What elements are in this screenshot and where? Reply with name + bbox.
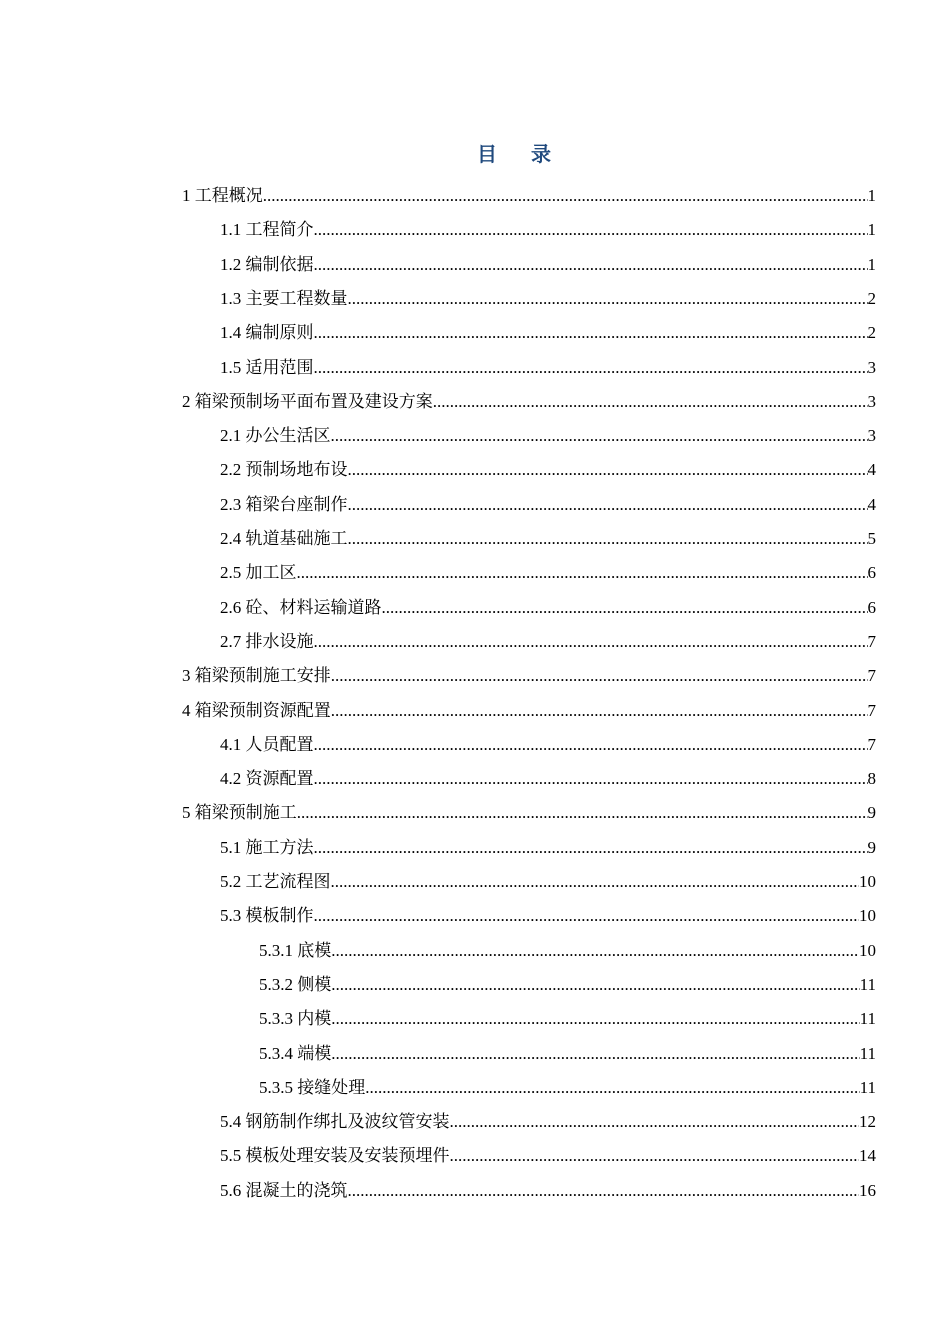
toc-entry-page-number: 1 — [867, 186, 876, 205]
toc-dot-leader — [348, 282, 868, 316]
toc-entry-label: 3 箱梁预制施工安排 — [182, 666, 331, 686]
toc-entry-page-number: 3 — [867, 426, 876, 446]
toc-entry-page-number: 9 — [867, 803, 876, 823]
toc-entry-label: 5.1 施工方法 — [220, 837, 314, 857]
toc-title: 目录 — [477, 142, 585, 166]
toc-dot-leader — [331, 659, 868, 693]
toc-entry[interactable] — [259, 1037, 876, 1071]
toc-entry-label: 2.5 加工区 — [220, 563, 297, 583]
toc-entry-page-number: 3 — [867, 357, 876, 377]
toc-dot-leader — [331, 968, 859, 1002]
toc-entry[interactable] — [220, 453, 876, 487]
toc-entry-page-number: 8 — [867, 769, 876, 789]
toc-dot-leader — [314, 213, 868, 247]
toc-entry-label: 5.4 钢筋制作绑扎及波纹管安装 — [220, 1112, 450, 1132]
toc-entry-page-number: 1 — [867, 220, 876, 240]
toc-dot-leader — [433, 385, 868, 419]
toc-entry-page-number: 6 — [867, 597, 876, 617]
toc-entry-label: 5.3.3 内模 — [259, 1009, 332, 1029]
toc-entry-page-number: 3 — [867, 391, 876, 411]
toc-entry[interactable] — [220, 488, 876, 522]
toc-entry[interactable] — [220, 419, 876, 453]
toc-entry[interactable] — [259, 934, 876, 968]
toc-entry-page-number: 7 — [867, 734, 876, 754]
toc-dot-leader — [450, 1105, 860, 1139]
toc-entry-label: 2.1 办公生活区 — [220, 426, 331, 446]
toc-entry[interactable] — [182, 385, 876, 419]
toc-dot-leader — [263, 179, 868, 213]
toc-entry[interactable] — [220, 1139, 876, 1173]
toc-entry-label: 4.2 资源配置 — [220, 769, 314, 789]
toc-entry-label: 5.3.2 侧模 — [259, 974, 332, 994]
toc-entry-label: 1.3 主要工程数量 — [220, 288, 348, 308]
toc-entry-label: 1 工程概况 — [182, 186, 263, 205]
toc-entry-label: 4 箱梁预制资源配置 — [182, 700, 331, 720]
toc-dot-leader — [348, 453, 868, 487]
toc-entry-label: 2.7 排水设施 — [220, 631, 314, 651]
toc-entry[interactable] — [220, 625, 876, 659]
toc-entry[interactable] — [220, 248, 876, 282]
toc-entry[interactable] — [220, 1105, 876, 1139]
toc-entry[interactable] — [182, 179, 876, 213]
toc-dot-leader — [382, 591, 868, 625]
toc-dot-leader — [314, 316, 868, 350]
toc-entry[interactable] — [220, 522, 876, 556]
toc-entry-page-number: 16 — [859, 1180, 876, 1200]
toc-entry-page-number: 14 — [859, 1146, 876, 1166]
toc-entry-page-number: 9 — [867, 837, 876, 857]
toc-entry-label: 2.4 轨道基础施工 — [220, 529, 348, 548]
toc-entry[interactable] — [259, 968, 876, 1002]
toc-entry[interactable] — [220, 213, 876, 247]
toc-entry-page-number: 10 — [859, 940, 876, 960]
toc-entry[interactable] — [182, 796, 876, 830]
toc-dot-leader — [348, 1174, 860, 1208]
toc-entry-page-number: 11 — [859, 974, 876, 994]
toc-entry-page-number: 6 — [867, 563, 876, 583]
toc-entry-page-number: 7 — [867, 700, 876, 720]
toc-entry-label: 2 箱梁预制场平面布置及建设方案 — [182, 391, 433, 411]
toc-entry[interactable] — [220, 899, 876, 933]
toc-entry[interactable] — [259, 1002, 876, 1036]
toc-dot-leader — [348, 522, 868, 556]
toc-entry-label: 5.3.4 端模 — [259, 1043, 332, 1063]
toc-entry-page-number: 11 — [859, 1077, 876, 1097]
toc-entry-page-number: 2 — [867, 323, 876, 343]
toc-entry-label: 5.2 工艺流程图 — [220, 872, 331, 891]
toc-entry-label: 5.3.1 底模 — [259, 940, 332, 960]
toc-entry[interactable] — [182, 694, 876, 728]
toc-entry-page-number: 4 — [867, 494, 876, 514]
toc-entry-page-number: 11 — [859, 1043, 876, 1063]
toc-entry[interactable] — [259, 1071, 876, 1105]
toc-entry-page-number: 4 — [867, 460, 876, 480]
toc-entry-label: 4.1 人员配置 — [220, 734, 314, 754]
toc-entry-label: 1.1 工程简介 — [220, 220, 314, 240]
toc-dot-leader — [331, 934, 859, 968]
toc-entry[interactable] — [220, 1174, 876, 1208]
toc-dot-leader — [331, 865, 860, 899]
toc-dot-leader — [314, 351, 868, 385]
toc-entry[interactable] — [220, 762, 876, 796]
toc-entry-label: 2.2 预制场地布设 — [220, 460, 348, 480]
toc-dot-leader — [314, 248, 868, 282]
toc-entry-page-number: 7 — [867, 666, 876, 686]
toc-entry[interactable] — [182, 659, 876, 693]
toc-entry-page-number: 2 — [867, 288, 876, 308]
toc-dot-leader — [331, 419, 868, 453]
toc-entry-label: 1.2 编制依据 — [220, 254, 314, 274]
toc-dot-leader — [314, 625, 868, 659]
toc-dot-leader — [365, 1071, 859, 1105]
toc-dot-leader — [314, 831, 868, 865]
toc-entry[interactable] — [220, 282, 876, 316]
toc-entry-page-number: 5 — [867, 529, 876, 548]
toc-entry[interactable] — [220, 556, 876, 590]
toc-entry[interactable] — [220, 831, 876, 865]
toc-dot-leader — [314, 762, 868, 796]
toc-entry-label: 5.3.5 接缝处理 — [259, 1077, 366, 1097]
toc-entry[interactable] — [220, 728, 876, 762]
toc-entry[interactable] — [220, 316, 876, 350]
toc-entry-page-number: 10 — [859, 906, 876, 926]
toc-entry[interactable] — [220, 865, 876, 899]
toc-entry-label: 1.4 编制原则 — [220, 323, 314, 343]
toc-entry-label: 5 箱梁预制施工 — [182, 803, 297, 823]
toc-entry-page-number: 10 — [859, 872, 876, 891]
toc-entry-label: 5.3 模板制作 — [220, 906, 314, 926]
toc-entry-page-number: 12 — [859, 1112, 876, 1132]
toc-dot-leader — [297, 556, 868, 590]
toc-dot-leader — [331, 694, 868, 728]
toc-entry-page-number: 11 — [859, 1009, 876, 1029]
toc-dot-leader — [348, 488, 868, 522]
toc-entry-page-number: 1 — [867, 254, 876, 274]
toc-entry-label: 2.3 箱梁台座制作 — [220, 494, 348, 514]
toc-dot-leader — [450, 1139, 860, 1173]
toc-entry-label: 5.6 混凝土的浇筑 — [220, 1180, 348, 1200]
toc-entry-label: 2.6 砼、材料运输道路 — [220, 597, 382, 617]
toc-entry-label: 1.5 适用范围 — [220, 357, 314, 377]
toc-dot-leader — [314, 899, 860, 933]
toc-dot-leader — [314, 728, 868, 762]
toc-dot-leader — [297, 796, 868, 830]
toc-entry[interactable] — [220, 591, 876, 625]
toc-dot-leader — [331, 1002, 859, 1036]
toc-dot-leader — [331, 1037, 859, 1071]
toc-entry-label: 5.5 模板处理安装及安装预埋件 — [220, 1146, 450, 1166]
toc-entry-page-number: 7 — [867, 631, 876, 651]
toc-entry[interactable] — [220, 351, 876, 385]
